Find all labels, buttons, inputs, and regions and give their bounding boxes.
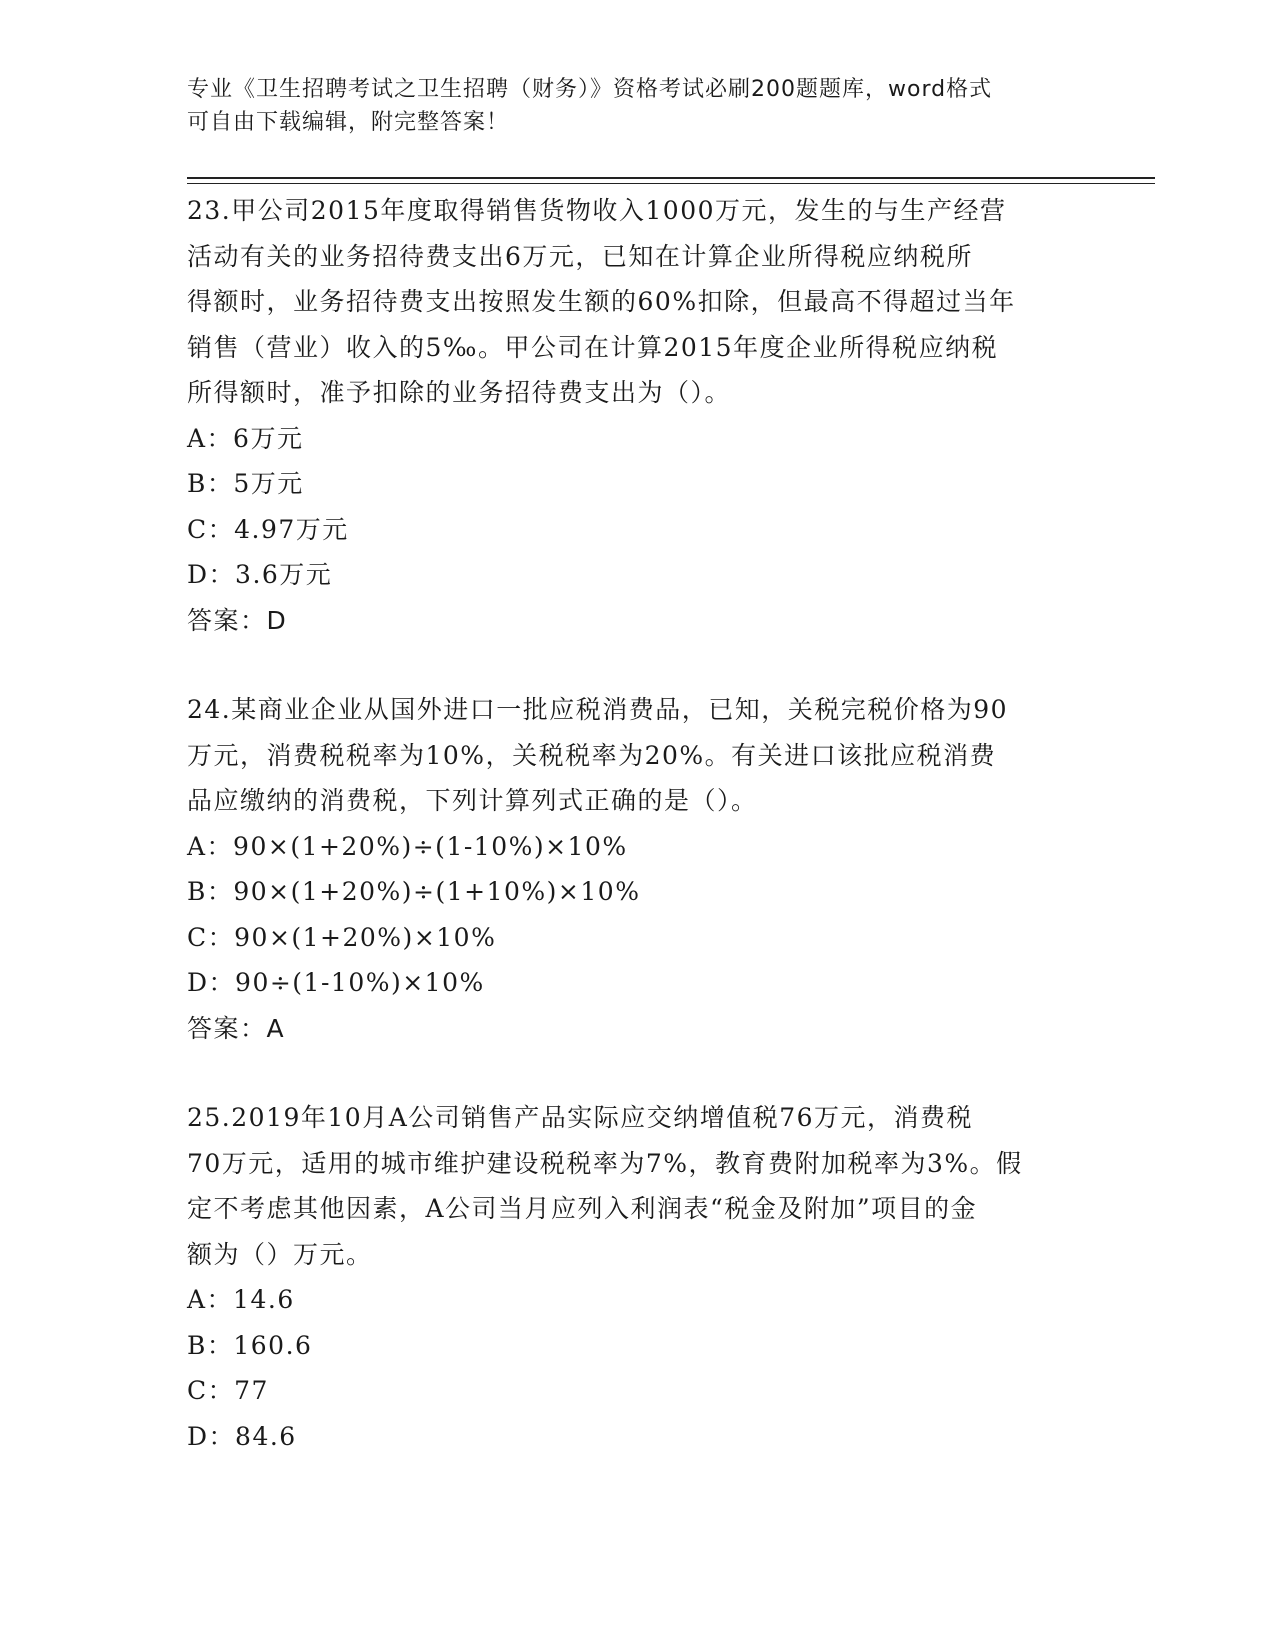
option-d: D：84.6: [187, 1421, 297, 1451]
answer: 答案：D: [187, 605, 288, 635]
option-d: D：3.6万元: [187, 560, 333, 589]
option-a: A：6万元: [187, 423, 304, 453]
question-25: [187, 1095, 1087, 1459]
question-text-line: 销售（营业）收入的5‰。甲公司在计算2015年度企业所得税应纳税: [187, 332, 999, 362]
question-text-line: 25.2019年10月A公司销售产品实际应交纳增值税76万元，消费税: [187, 1103, 974, 1132]
option-b: B：160.6: [187, 1330, 313, 1360]
header-divider: [187, 177, 1155, 179]
question-list: [187, 188, 1087, 1459]
question-text-line: 24.某商业企业从国外进口一批应税消费品，已知，关税完税价格为90: [187, 695, 1009, 724]
answer: 答案：A: [187, 1013, 286, 1043]
option-d: D：90÷(1-10%)×10%: [187, 968, 485, 997]
option-c: C：77: [187, 1376, 269, 1405]
option-b: B：5万元: [187, 469, 304, 498]
spacer: [187, 643, 1087, 687]
question-text-line: 定不考虑其他因素，A公司当月应列入利润表“税金及附加”项目的金: [187, 1194, 978, 1223]
option-c: C：4.97万元: [187, 514, 349, 544]
question-text-line: 万元，消费税税率为10%，关税税率为20%。有关进口该批应税消费: [187, 740, 997, 770]
question-text-line: 23.甲公司2015年度取得销售货物收入1000万元，发生的与生产经营: [187, 196, 1007, 225]
question-text-line: 品应缴纳的消费税，下列计算列式正确的是（）。: [187, 786, 758, 815]
question-text-line: 所得额时，准予扣除的业务招待费支出为（）。: [187, 378, 732, 407]
question-text-line: 70万元，适用的城市维护建设税税率为7%，教育费附加税率为3%。假: [187, 1148, 1023, 1178]
option-b: B：90×(1+20%)÷(1+10%)×10%: [187, 877, 641, 906]
header-divider-thin: [187, 183, 1155, 184]
question-text-line: 活动有关的业务招待费支出6万元，已知在计算企业所得税应纳税所: [187, 241, 973, 271]
header-line: 专业《卫生招聘考试之卫生招聘（财务）》资格考试必刷200题题库，word格式: [187, 77, 993, 102]
question-text-line: 额为（）万元。: [187, 1239, 373, 1269]
question-text-line: 得额时，业务招待费支出按照发生额的60%扣除，但最高不得超过当年: [187, 287, 1016, 316]
document-header: [187, 73, 1067, 139]
question-23: [187, 188, 1087, 643]
spacer: [187, 1051, 1087, 1095]
question-24: [187, 687, 1087, 1051]
header-line: 可自由下载编辑，附完整答案！: [187, 110, 510, 135]
option-c: C：90×(1+20%)×10%: [187, 922, 497, 952]
option-a: A：90×(1+20%)÷(1-10%)×10%: [187, 831, 628, 861]
option-a: A：14.6: [187, 1285, 295, 1314]
